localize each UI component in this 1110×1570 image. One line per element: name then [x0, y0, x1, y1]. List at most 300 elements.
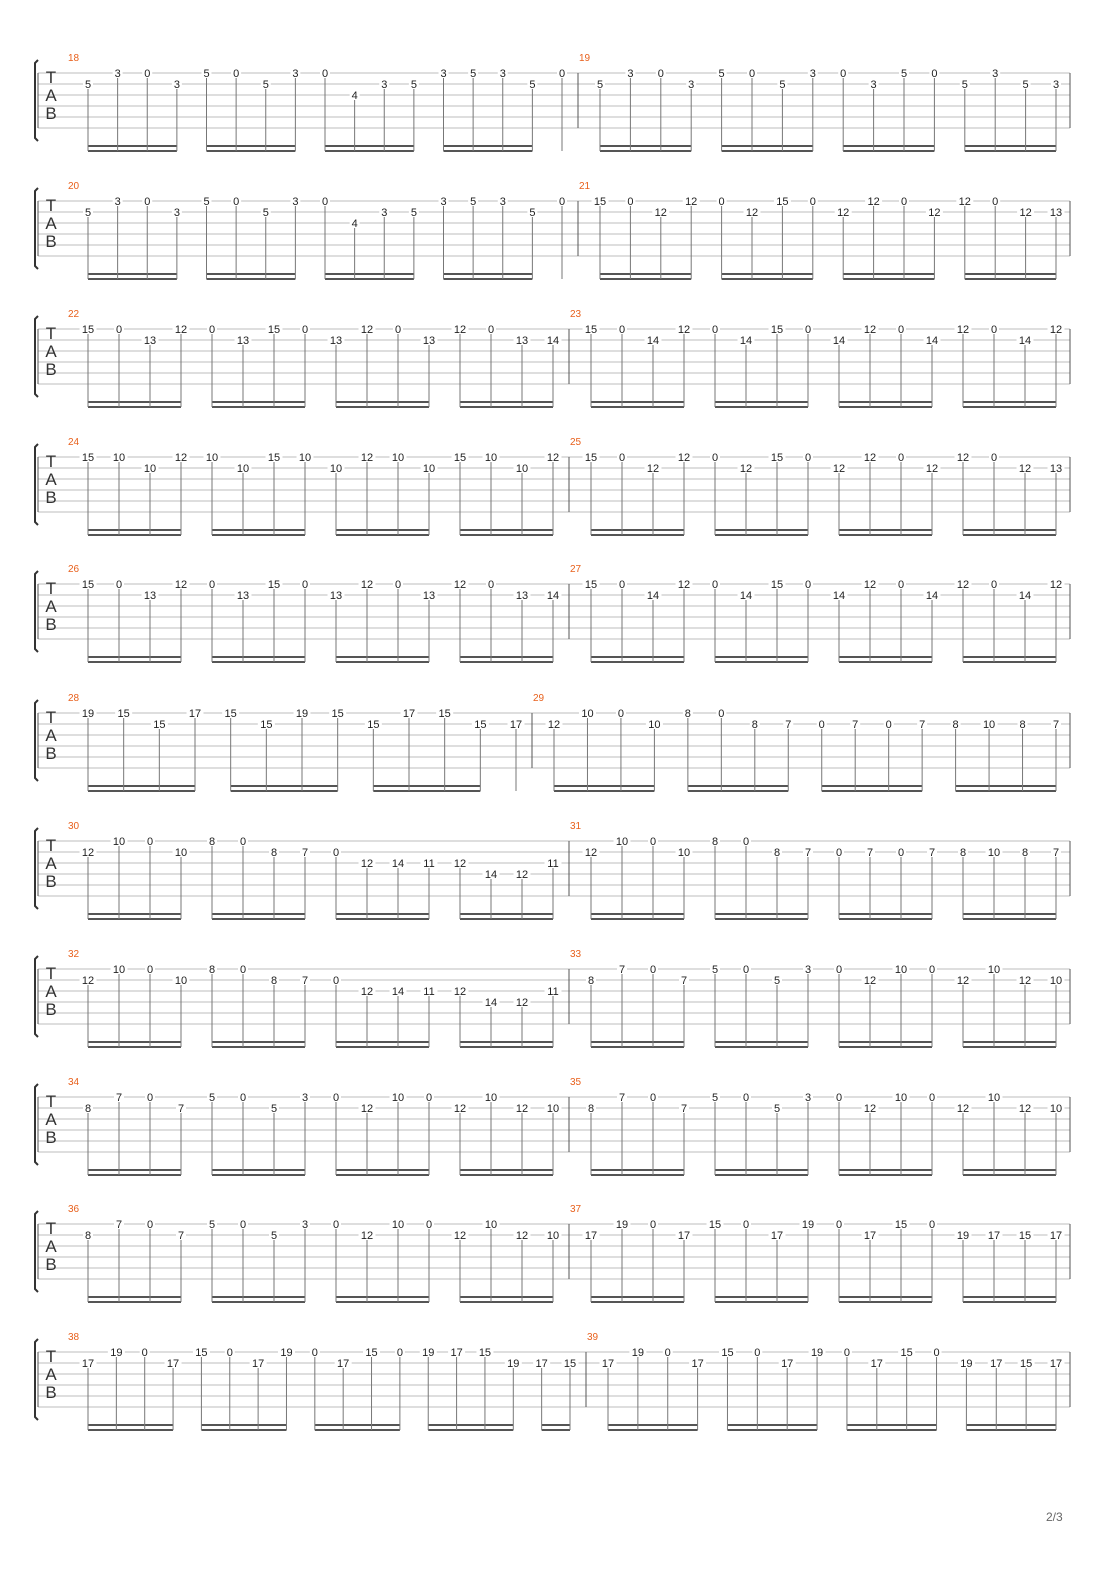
tab-system: [35, 564, 1070, 662]
fret-number: 17: [251, 1358, 265, 1370]
fret-number: 15: [770, 579, 784, 591]
fret-number: 5: [718, 68, 725, 80]
fret-number: 10: [484, 1219, 498, 1231]
fret-number: 0: [144, 196, 151, 208]
tab-system: [35, 309, 1070, 407]
measure-number: 18: [68, 53, 80, 64]
fret-number: 3: [381, 79, 388, 91]
fret-number: 12: [515, 869, 529, 881]
fret-number: 0: [146, 964, 154, 976]
fret-number: 12: [928, 207, 941, 219]
fret-number: 10: [648, 719, 661, 731]
fret-number: 12: [863, 324, 877, 336]
fret-number: 0: [928, 964, 936, 976]
fret-number: 0: [425, 1092, 433, 1104]
fret-number: 12: [867, 196, 880, 208]
fret-number: 7: [866, 847, 874, 859]
fret-number: 14: [1018, 590, 1032, 602]
fret-number: 17: [337, 1358, 350, 1370]
page-number: 2/3: [1046, 1510, 1063, 1524]
fret-number: 7: [852, 719, 859, 731]
fret-number: 3: [804, 964, 812, 976]
fret-number: 0: [239, 1219, 247, 1231]
fret-number: 11: [423, 858, 435, 870]
tab-clef-letter: T: [45, 324, 57, 343]
fret-number: 12: [739, 463, 753, 475]
fret-number: 12: [677, 324, 691, 336]
fret-number: 12: [863, 1103, 877, 1115]
fret-number: 13: [236, 590, 250, 602]
fret-number: 3: [173, 207, 180, 219]
fret-number: 12: [81, 975, 95, 987]
fret-number: 13: [329, 590, 343, 602]
tab-clef-letter: T: [45, 452, 57, 471]
fret-number: 0: [394, 579, 402, 591]
fret-number: 12: [956, 324, 970, 336]
fret-number: 5: [262, 207, 269, 219]
fret-number: 0: [332, 1219, 340, 1231]
fret-number: 15: [563, 1358, 577, 1370]
fret-number: 15: [453, 452, 467, 464]
fret-number: 12: [360, 579, 374, 591]
tab-system: [35, 693, 1070, 791]
fret-number: 10: [391, 452, 405, 464]
fret-number: 10: [112, 452, 126, 464]
fret-number: 7: [618, 1092, 626, 1104]
fret-number: 15: [267, 324, 281, 336]
fret-number: 5: [470, 196, 477, 208]
fret-number: 5: [208, 1092, 216, 1104]
fret-number: 14: [391, 858, 405, 870]
fret-number: 5: [773, 1103, 781, 1115]
fret-number: 0: [897, 324, 905, 336]
fret-number: 0: [711, 452, 719, 464]
fret-number: 10: [112, 964, 126, 976]
fret-number: 14: [739, 590, 753, 602]
fret-number: 10: [982, 719, 996, 731]
fret-number: 0: [617, 708, 624, 720]
fret-number: 10: [484, 452, 498, 464]
fret-number: 0: [664, 1347, 671, 1359]
fret-number: 0: [990, 324, 998, 336]
fret-number: 5: [84, 207, 92, 219]
fret-number: 12: [453, 986, 467, 998]
tab-clef-letter: A: [45, 342, 57, 361]
fret-number: 12: [546, 452, 560, 464]
fret-number: 12: [81, 847, 95, 859]
fret-number: 12: [863, 975, 877, 987]
tab-clef-letter: T: [45, 1347, 57, 1366]
fret-number: 0: [742, 1219, 750, 1231]
fret-number: 12: [677, 579, 691, 591]
fret-number: 17: [1049, 1230, 1063, 1242]
fret-number: 14: [832, 335, 846, 347]
fret-number: 17: [188, 708, 202, 720]
fret-number: 5: [596, 79, 604, 91]
tab-clef-letter: T: [45, 1092, 57, 1111]
fret-number: 7: [177, 1230, 185, 1242]
fret-number: 0: [835, 847, 843, 859]
fret-number: 15: [593, 196, 607, 208]
fret-number: 5: [961, 79, 968, 91]
measure-number: 34: [68, 1077, 80, 1088]
measure-number: 22: [68, 309, 80, 320]
fret-number: 0: [992, 196, 999, 208]
fret-number: 10: [236, 463, 250, 475]
fret-number: 7: [919, 719, 926, 731]
fret-number: 0: [900, 196, 908, 208]
fret-number: 12: [360, 986, 374, 998]
fret-number: 3: [381, 207, 388, 219]
fret-number: 3: [173, 79, 180, 91]
fret-number: 7: [804, 847, 812, 859]
fret-number: 10: [205, 452, 219, 464]
tab-clef-letter: B: [45, 488, 57, 507]
fret-number: 10: [1049, 1103, 1063, 1115]
fret-number: 19: [110, 1347, 123, 1359]
fret-number: 10: [143, 463, 157, 475]
fret-number: 12: [685, 196, 698, 208]
fret-number: 12: [1018, 463, 1032, 475]
fret-number: 10: [112, 836, 126, 848]
fret-number: 0: [931, 68, 938, 80]
fret-number: 12: [174, 452, 188, 464]
fret-number: 0: [321, 68, 329, 80]
fret-number: 8: [1021, 847, 1029, 859]
fret-number: 12: [677, 452, 691, 464]
fret-number: 0: [804, 324, 812, 336]
fret-number: 8: [773, 847, 781, 859]
fret-number: 3: [992, 68, 999, 80]
fret-number: 10: [298, 452, 312, 464]
fret-number: 3: [301, 1092, 309, 1104]
fret-number: 0: [835, 964, 843, 976]
tab-system: [35, 1077, 1070, 1175]
tab-system: [35, 181, 1070, 279]
fret-number: 0: [711, 324, 719, 336]
fret-number: 10: [987, 964, 1001, 976]
measure-number: 31: [570, 821, 582, 832]
fret-number: 7: [1052, 847, 1060, 859]
fret-number: 10: [391, 1219, 405, 1231]
fret-number: 0: [332, 1092, 340, 1104]
fret-number: 7: [785, 719, 792, 731]
fret-number: 7: [1052, 719, 1060, 731]
fret-number: 8: [587, 1103, 595, 1115]
measure-number: 23: [570, 309, 582, 320]
fret-number: 3: [1052, 79, 1060, 91]
measure-number: 32: [68, 949, 80, 960]
tab-system: [35, 53, 1070, 151]
fret-number: 0: [226, 1347, 233, 1359]
fret-number: 15: [81, 452, 95, 464]
fret-number: 12: [1049, 324, 1063, 336]
tab-clef-letter: T: [45, 836, 57, 855]
measure-number: 24: [68, 437, 80, 448]
fret-number: 3: [440, 196, 447, 208]
fret-number: 15: [153, 719, 166, 731]
fret-number: 0: [146, 836, 154, 848]
fret-number: 0: [742, 1092, 750, 1104]
fret-number: 5: [529, 79, 536, 91]
fret-number: 0: [649, 1219, 657, 1231]
fret-number: 15: [721, 1347, 734, 1359]
fret-number: 17: [770, 1230, 784, 1242]
measure-number: 19: [579, 53, 591, 64]
fret-number: 13: [515, 335, 529, 347]
fret-number: 5: [711, 1092, 719, 1104]
measure-number: 27: [570, 564, 582, 575]
fret-number: 7: [618, 964, 626, 976]
fret-number: 5: [1022, 79, 1029, 91]
fret-number: 3: [627, 68, 634, 80]
fret-number: 0: [718, 708, 725, 720]
fret-number: 11: [547, 858, 559, 870]
fret-number: 3: [301, 1219, 309, 1231]
fret-number: 15: [117, 708, 130, 720]
fret-number: 10: [174, 975, 188, 987]
fret-number: 0: [649, 1092, 657, 1104]
tab-clef-letter: A: [45, 982, 57, 1001]
fret-number: 8: [208, 964, 216, 976]
fret-number: 10: [484, 1092, 498, 1104]
fret-number: 14: [391, 986, 405, 998]
fret-number: 0: [208, 324, 216, 336]
fret-number: 10: [422, 463, 436, 475]
fret-number: 12: [360, 1103, 374, 1115]
fret-number: 0: [146, 1092, 154, 1104]
tab-clef-letter: A: [45, 86, 57, 105]
fret-number: 17: [584, 1230, 598, 1242]
fret-number: 12: [174, 579, 188, 591]
fret-number: 8: [84, 1230, 92, 1242]
fret-number: 0: [897, 847, 905, 859]
fret-number: 12: [1018, 975, 1032, 987]
fret-number: 0: [146, 1219, 154, 1231]
fret-number: 0: [558, 196, 566, 208]
fret-number: 12: [832, 463, 846, 475]
tab-clef-letter: T: [45, 964, 57, 983]
fret-number: 12: [1049, 579, 1063, 591]
fret-number: 15: [770, 452, 784, 464]
fret-number: 17: [691, 1358, 704, 1370]
fret-number: 15: [331, 708, 344, 720]
fret-number: 0: [144, 68, 151, 80]
fret-number: 0: [809, 196, 816, 208]
fret-number: 17: [990, 1358, 1003, 1370]
fret-number: 12: [515, 997, 529, 1009]
fret-number: 12: [584, 847, 598, 859]
fret-number: 12: [1019, 207, 1032, 219]
tab-clef-letter: B: [45, 872, 57, 891]
fret-number: 0: [618, 579, 626, 591]
fret-number: 0: [649, 836, 657, 848]
fret-number: 13: [1049, 207, 1063, 219]
fret-number: 10: [174, 847, 188, 859]
tab-clef-letter: A: [45, 1365, 57, 1384]
fret-number: 12: [745, 207, 759, 219]
fret-number: 0: [394, 324, 402, 336]
fret-number: 12: [863, 452, 877, 464]
measure-number: 20: [68, 181, 80, 192]
measure-number: 38: [68, 1332, 80, 1343]
fret-number: 12: [453, 579, 467, 591]
fret-number: 15: [478, 1347, 492, 1359]
fret-number: 17: [81, 1358, 95, 1370]
fret-number: 12: [360, 324, 374, 336]
fret-number: 0: [711, 579, 719, 591]
fret-number: 12: [360, 1230, 374, 1242]
fret-number: 12: [515, 1230, 529, 1242]
fret-number: 8: [270, 847, 278, 859]
fret-number: 3: [688, 79, 695, 91]
fret-number: 0: [742, 836, 750, 848]
fret-number: 0: [332, 975, 340, 987]
fret-number: 14: [646, 335, 660, 347]
fret-number: 0: [718, 196, 725, 208]
fret-number: 8: [270, 975, 278, 987]
fret-number: 12: [956, 452, 970, 464]
fret-number: 0: [558, 68, 566, 80]
fret-number: 8: [208, 836, 216, 848]
tab-system: [35, 949, 1070, 1047]
fret-number: 0: [233, 68, 240, 80]
fret-number: 15: [770, 324, 784, 336]
fret-number: 0: [835, 1092, 843, 1104]
fret-number: 15: [900, 1347, 913, 1359]
fret-number: 15: [81, 324, 95, 336]
fret-number: 12: [547, 719, 561, 731]
fret-number: 17: [863, 1230, 877, 1242]
fret-number: 15: [367, 719, 380, 731]
fret-number: 13: [515, 590, 529, 602]
fret-number: 12: [958, 196, 971, 208]
fret-number: 5: [529, 207, 536, 219]
fret-number: 15: [267, 579, 281, 591]
fret-number: 13: [1049, 463, 1063, 475]
fret-number: 15: [224, 708, 237, 720]
fret-number: 0: [239, 964, 247, 976]
fret-number: 5: [711, 964, 719, 976]
fret-number: 14: [832, 590, 846, 602]
fret-number: 5: [203, 196, 210, 208]
fret-number: 12: [453, 1103, 467, 1115]
fret-number: 5: [84, 79, 92, 91]
fret-number: 19: [956, 1230, 970, 1242]
fret-number: 15: [894, 1219, 908, 1231]
fret-number: 17: [166, 1358, 180, 1370]
fret-number: 10: [894, 1092, 908, 1104]
fret-number: 15: [708, 1219, 722, 1231]
fret-number: 0: [818, 719, 825, 731]
fret-number: 10: [615, 836, 629, 848]
tab-clef-letter: T: [45, 68, 57, 87]
measure-number: 37: [570, 1204, 582, 1215]
fret-number: 10: [329, 463, 343, 475]
fret-number: 0: [115, 324, 123, 336]
tab-system: [35, 821, 1070, 919]
fret-number: 5: [270, 1103, 278, 1115]
fret-number: 10: [515, 463, 529, 475]
fret-number: 12: [360, 452, 374, 464]
fret-number: 0: [840, 68, 847, 80]
measure-number: 25: [570, 437, 582, 448]
fret-number: 7: [301, 847, 309, 859]
fret-number: 15: [195, 1347, 208, 1359]
fret-number: 14: [1018, 335, 1032, 347]
measure-number: 33: [570, 949, 582, 960]
fret-number: 13: [422, 590, 436, 602]
fret-number: 13: [422, 335, 436, 347]
fret-number: 11: [547, 986, 559, 998]
fret-number: 0: [396, 1347, 403, 1359]
fret-number: 17: [402, 708, 416, 720]
fret-number: 19: [295, 708, 309, 720]
tab-clef-letter: A: [45, 726, 57, 745]
fret-number: 5: [262, 79, 269, 91]
fret-number: 14: [484, 869, 498, 881]
fret-number: 15: [474, 719, 487, 731]
fret-number: 15: [260, 719, 273, 731]
fret-number: 0: [618, 452, 626, 464]
fret-number: 10: [546, 1103, 560, 1115]
tab-clef-letter: B: [45, 104, 57, 123]
fret-number: 17: [1049, 1358, 1063, 1370]
tab-clef-letter: B: [45, 1128, 57, 1147]
tab-clef-letter: T: [45, 708, 57, 727]
fret-number: 0: [487, 579, 495, 591]
fret-number: 7: [928, 847, 936, 859]
fret-number: 15: [776, 196, 789, 208]
fret-number: 0: [239, 836, 247, 848]
fret-number: 7: [177, 1103, 185, 1115]
measure-number: 28: [68, 693, 80, 704]
tab-clef-letter: B: [45, 1255, 57, 1274]
fret-number: 19: [631, 1347, 644, 1359]
fret-number: 15: [1020, 1358, 1033, 1370]
fret-number: 0: [239, 1092, 247, 1104]
fret-number: 12: [654, 207, 667, 219]
fret-number: 17: [870, 1358, 883, 1370]
fret-number: 13: [236, 335, 250, 347]
fret-number: 3: [292, 196, 299, 208]
tab-clef-letter: B: [45, 360, 57, 379]
tab-clef-letter: B: [45, 1383, 57, 1402]
fret-number: 17: [509, 719, 523, 731]
fret-number: 19: [801, 1219, 815, 1231]
tab-system: [35, 1204, 1070, 1302]
fret-number: 0: [897, 452, 905, 464]
fret-number: 10: [391, 1092, 405, 1104]
fret-number: 0: [425, 1219, 433, 1231]
measure-number: 26: [68, 564, 80, 575]
fret-number: 19: [507, 1358, 520, 1370]
fret-number: 0: [301, 579, 309, 591]
fret-number: 11: [423, 986, 435, 998]
fret-number: 8: [587, 975, 595, 987]
fret-number: 0: [657, 68, 664, 80]
fret-number: 8: [952, 719, 959, 731]
fret-number: 0: [115, 579, 123, 591]
fret-number: 15: [365, 1347, 378, 1359]
fret-number: 15: [584, 452, 598, 464]
fret-number: 7: [680, 1103, 688, 1115]
fret-number: 0: [141, 1347, 148, 1359]
fret-number: 0: [804, 452, 812, 464]
fret-number: 15: [81, 579, 95, 591]
fret-number: 5: [203, 68, 210, 80]
fret-number: 10: [987, 847, 1001, 859]
